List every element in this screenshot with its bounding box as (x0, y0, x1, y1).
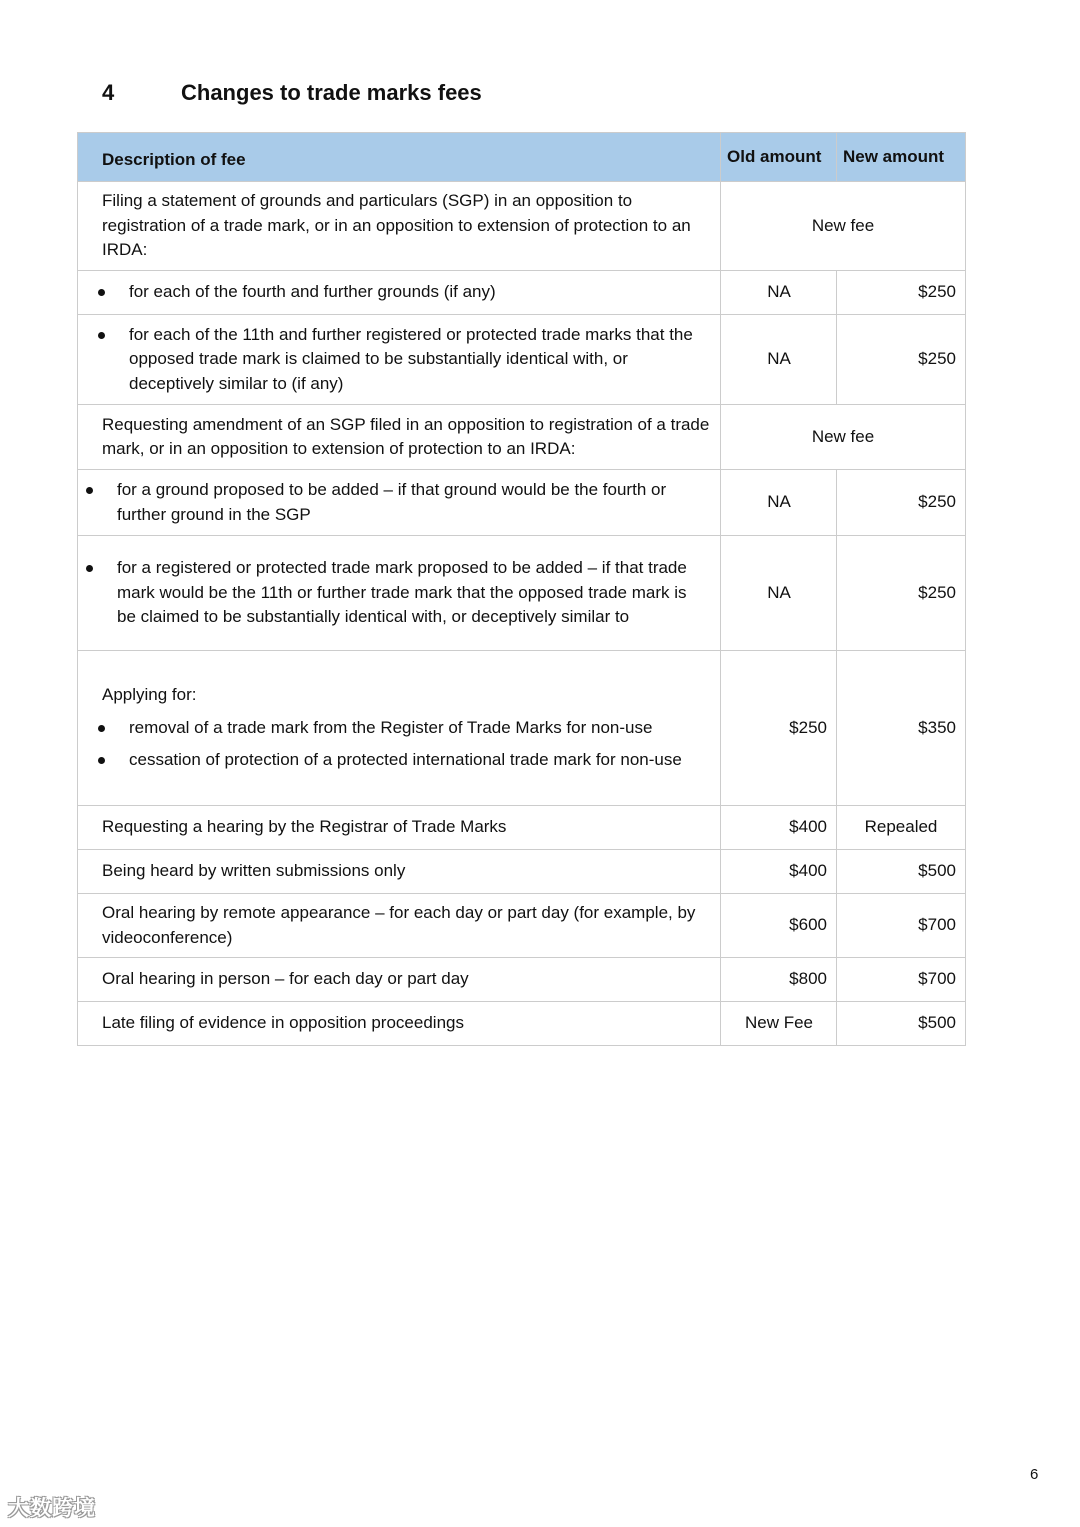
new-amount: $250 (837, 470, 966, 536)
old-amount: $800 (721, 958, 837, 1002)
table-row (78, 315, 966, 405)
fee-amount-merged: New fee (721, 182, 966, 271)
new-amount: $500 (837, 850, 966, 894)
fees-table (77, 132, 966, 1046)
table-row (78, 1002, 966, 1046)
watermark: 大数跨境 (8, 1497, 96, 1520)
fee-description: Oral hearing in person – for each day or part day (78, 958, 721, 1002)
section-title: Changes to trade marks fees (181, 80, 482, 105)
fee-description: for a ground proposed to be added – if that ground would be the fourth or further ground in the SGP (78, 478, 710, 527)
section-heading (102, 78, 482, 108)
fee-description: Oral hearing by remote appearance – for each day or part day (for example, by videoconference) (78, 894, 721, 958)
table-row (78, 470, 966, 536)
fee-description: Filing a statement of grounds and particulars (SGP) in an opposition to registration of a trade mark, or in an opposition to extension of protection to an IRDA: (78, 182, 721, 271)
bullet-item: removal of a trade mark from the Register of Trade Marks for non-use (78, 716, 710, 741)
new-amount: Repealed (837, 806, 966, 850)
old-amount: NA (721, 536, 837, 651)
old-amount: NA (721, 315, 837, 405)
fee-description: Requesting a hearing by the Registrar of Trade Marks (78, 806, 721, 850)
old-amount: $400 (721, 806, 837, 850)
table-header-row (78, 133, 966, 182)
table-row (78, 182, 966, 271)
old-amount: NA (721, 470, 837, 536)
old-amount: $600 (721, 894, 837, 958)
header-description: Description of fee (78, 133, 721, 182)
table-row (78, 958, 966, 1002)
new-amount: $350 (837, 651, 966, 806)
table-row (78, 405, 966, 470)
old-amount: NA (721, 271, 837, 315)
new-amount: $700 (837, 894, 966, 958)
table-row (78, 536, 966, 651)
new-amount: $250 (837, 536, 966, 651)
header-new-amount: New amount (837, 133, 966, 182)
fee-description: Late filing of evidence in opposition proceedings (78, 1002, 721, 1046)
old-amount: New Fee (721, 1002, 837, 1046)
fee-description: for a registered or protected trade mark proposed to be added – if that trade mark would be the 11th or further trade mark that the opposed trade mark is be claimed to be substantially identical with, or deceptively similar to (78, 556, 710, 630)
fee-description: Applying for: (102, 685, 197, 705)
new-amount: $500 (837, 1002, 966, 1046)
fee-description: Requesting amendment of an SGP filed in an opposition to registration of a trade mark, or in an opposition to extension of protection to an IRDA: (78, 405, 721, 470)
header-old-amount: Old amount (721, 133, 837, 182)
section-number: 4 (102, 80, 115, 105)
page-number: 6 (1030, 1466, 1039, 1483)
old-amount: $250 (721, 651, 837, 806)
fee-description: for each of the fourth and further grounds (if any) (78, 280, 710, 305)
table-row (78, 271, 966, 315)
bullet-item: cessation of protection of a protected international trade mark for non-use (78, 748, 710, 773)
fee-description: Being heard by written submissions only (78, 850, 721, 894)
table-row (78, 850, 966, 894)
fee-description: for each of the 11th and further registered or protected trade marks that the opposed trade mark is claimed to be substantially identical with, or deceptively similar to (if any) (78, 323, 710, 397)
table-row (78, 651, 966, 806)
table-row (78, 806, 966, 850)
old-amount: $400 (721, 850, 837, 894)
new-amount: $250 (837, 315, 966, 405)
table-row (78, 894, 966, 958)
new-amount: $700 (837, 958, 966, 1002)
fee-amount-merged: New fee (721, 405, 966, 470)
new-amount: $250 (837, 271, 966, 315)
